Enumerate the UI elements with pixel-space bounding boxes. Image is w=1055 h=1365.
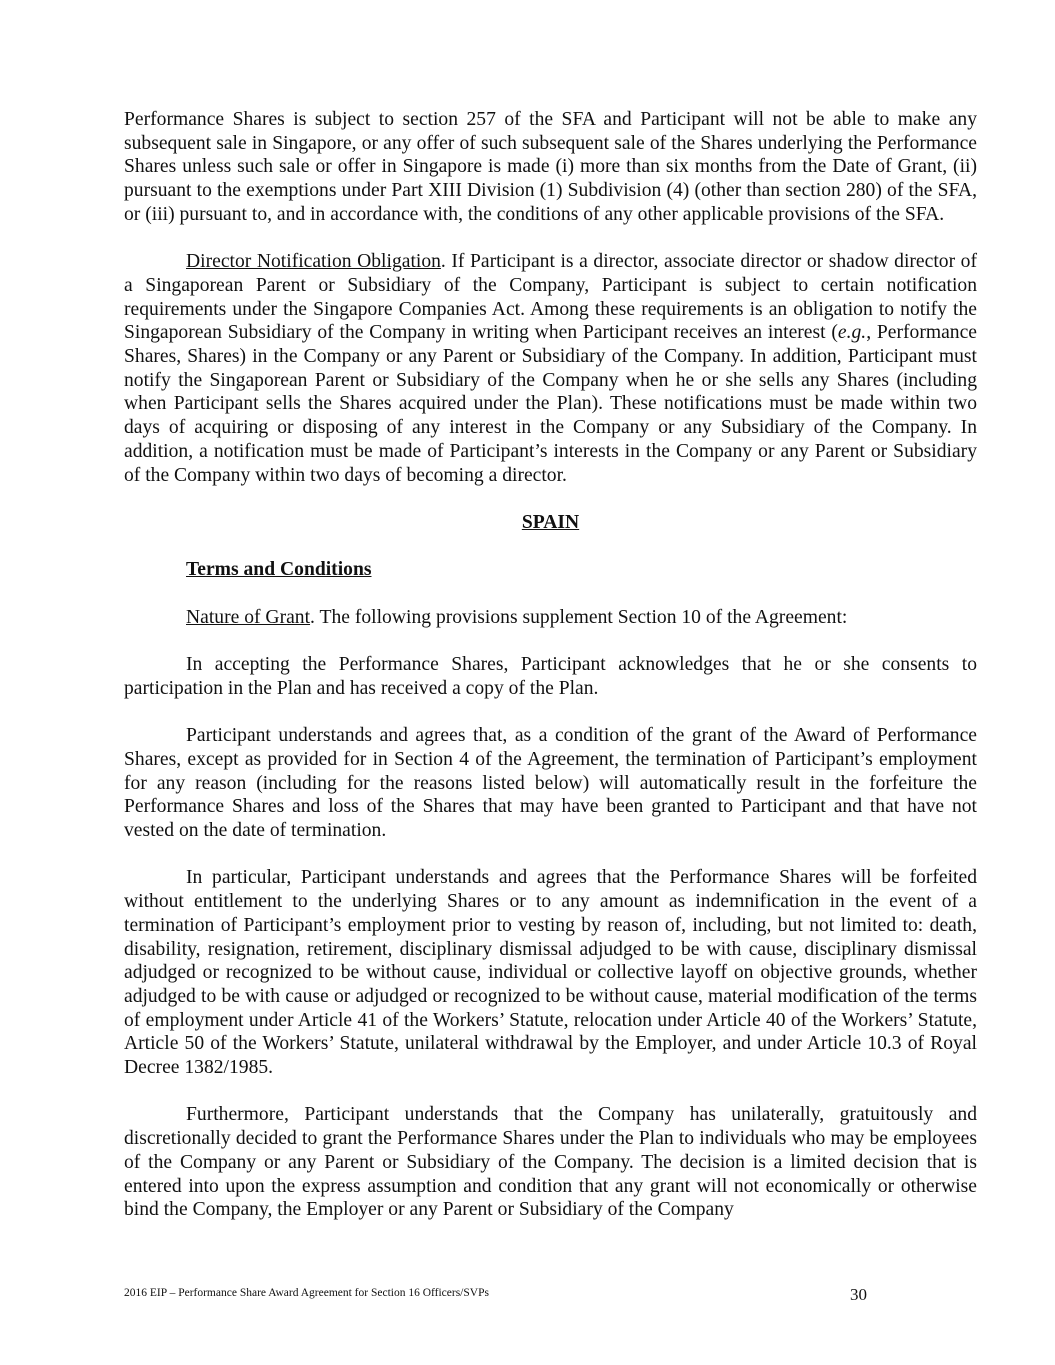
section-title-spain: SPAIN: [521, 511, 580, 533]
paragraph-forfeiture-reasons: In particular, Participant understands and agrees that the Performance Shares will be forfeited without entitlement to the underlying Shares or to any amount as indemnification in the event of a termination of Participant’s employment prior to vesting by reason of, including, but not limited to: death, disability, resignation, retirement, disciplinary dismissal adjudged to be with cause, disciplinary dismissal adjudged or recognized to be without cause, individual or collective layoff on objective grounds, whether adjudged to be with cause or adjudged or recognized to be without cause, material modification of the terms of employment under Article 41 of the Workers’ Statute, relocation under Article 40 of the Workers’ Statute, Article 50 of the Workers’ Statute, unilateral withdrawal by the Employer, and under Article 10.3 of Royal Decree 1382/1985.: [124, 867, 977, 1079]
paragraph-sfa-resale: Performance Shares is subject to section 257 of the SFA and Participant will not be able to make any subsequent sale in Singapore, or any offer of such subsequent sale of the Shares underlying the Performance Shares unless such sale or offer in Singapore is made (i) more than six months from the Date of Grant, (ii) pursuant to the exemptions under Part XIII Division (1) Subdivision (4) (other than section 280) of the SFA, or (iii) pursuant to, and in accordance with, the conditions of any other applicable provisions of the SFA.: [124, 109, 977, 225]
nature-of-grant-heading: Nature of Grant: [186, 606, 311, 628]
director-notification-text-b: , Performance Shares, Shares) in the Company or any Parent or Subsidiary of the Company. In addition, Participant must notify the Singaporean Parent or Subsidiary of the Company when he or she sells any Shares (including when Participant sells the Shares acquired under the Plan). These notifications must be made within two days of acquiring or disposing of any interest in the Company or any Subsidiary of the Company. In addition, a notification must be made of Participant’s interests in the Company or any Parent or Subsidiary of the Company within two days of becoming a director.: [124, 322, 977, 486]
paragraph-director-notification: [124, 250, 977, 487]
director-notification-text-a: . If Participant is a director, associate director or shadow director of a Singaporean Parent or Subsidiary of the Company, Participant is subject to certain notification requirements under the Singapore Companies Act. Among these requirements is an obligation to notify the Singaporean Subsidiary of the Company in writing when Participant receives an interest (: [124, 251, 977, 344]
document-body: [124, 108, 977, 1246]
page-number: 30: [850, 1285, 867, 1304]
paragraph-termination-forfeiture: Participant understands and agrees that, as a condition of the grant of the Award of Performance Shares, except as provided for in Section 4 of the Agreement, the termination of Participant’s employment for any reason (including for the reasons listed below) will automatically result in the forfeiture the Performance Shares and loss of the Shares that may have been granted to Participant and that have not vested on the date of termination.: [124, 725, 977, 841]
footer-document-title: 2016 EIP – Performance Share Award Agreement for Section 16 Officers/SVPs: [124, 1287, 489, 1299]
director-notification-italic: e.g.: [837, 322, 867, 344]
terms-and-conditions-heading: Terms and Conditions: [186, 559, 372, 581]
director-notification-heading: Director Notification Obligation: [186, 251, 441, 273]
paragraph-discretionary-grant: Furthermore, Participant understands that the Company has unilaterally, gratuitously and discretionally decided to grant the Performance Shares under the Plan to individuals who may be employees of the Company or any Parent or Subsidiary of the Company. The decision is a limited decision that is entered into upon the express assumption and condition that any grant will not economically or otherwise bind the Company, the Employer or any Parent or Subsidiary of the Company: [124, 1104, 977, 1221]
paragraph-nature-of-grant: [124, 606, 977, 630]
paragraph-acceptance: In accepting the Performance Shares, Participant acknowledges that he or she consents to participation in the Plan and has received a copy of the Plan.: [124, 654, 977, 699]
nature-of-grant-text: . The following provisions supplement Section 10 of the Agreement:: [310, 606, 848, 628]
